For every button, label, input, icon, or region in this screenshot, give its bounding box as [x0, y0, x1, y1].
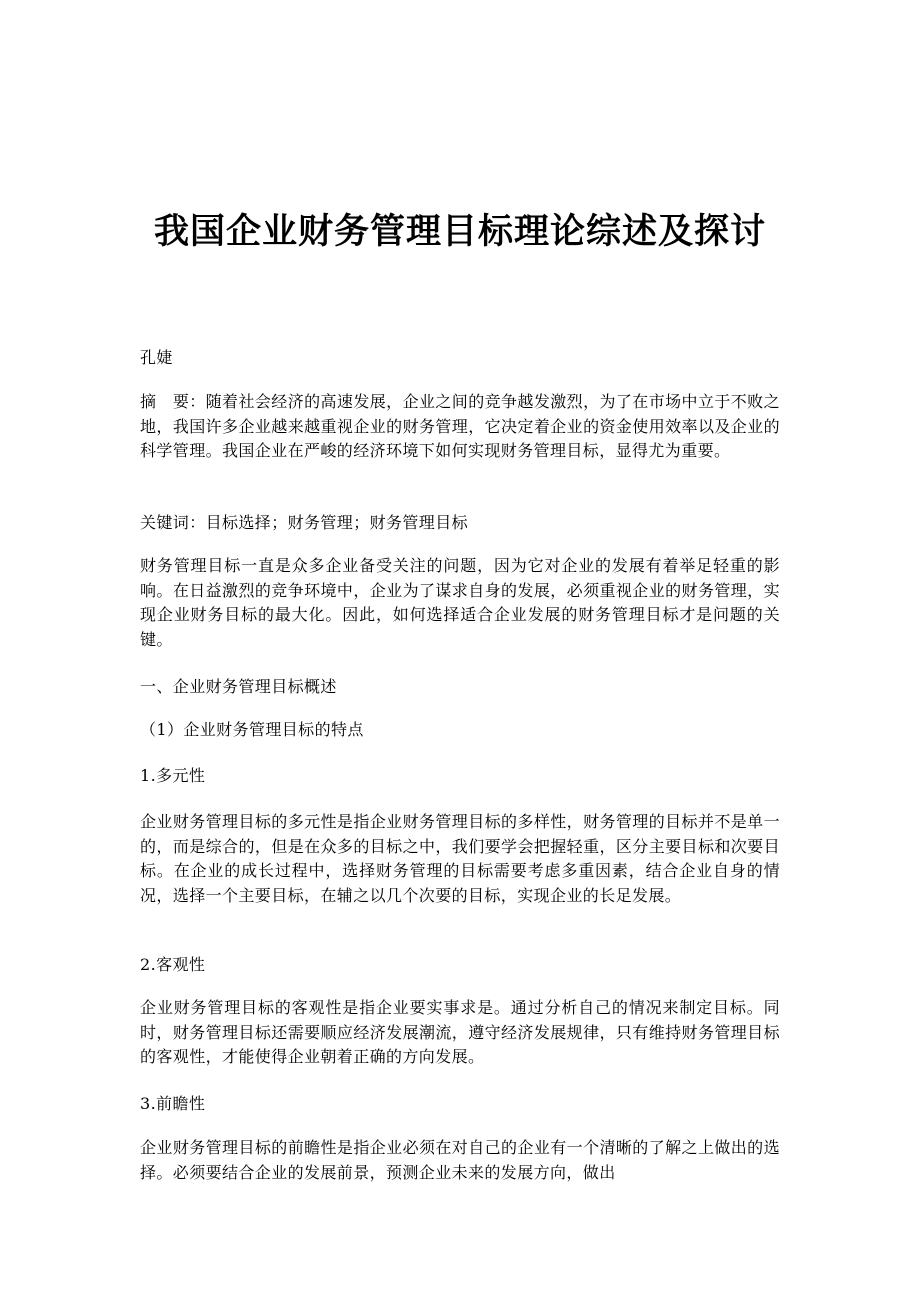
point-paragraph-3-text: 企业财务管理目标的前瞻性是指企业必须在对自己的企业有一个清晰的了解之上做出的选择。必须要结合企业的发展前景，预测企业未来的发展方向，做出 — [140, 1138, 780, 1182]
point-heading-1-text: 1.多元性 — [140, 766, 206, 785]
subsection-heading-text: （1）企业财务管理目标的特点 — [140, 720, 364, 739]
point-heading-2 — [140, 953, 780, 978]
point-paragraph-1-text: 企业财务管理目标的多元性是指企业财务管理目标的多样性，财务管理的目标并不是单一的，而是综合的，但是在众多的目标之中，我们要学会把握轻重，区分主要目标和次要目标。在企业的成长过程中，选择财务管理的目标需要考虑多重因素，结合企业自身的情况，选择一个主要目标，在辅之以几个次要的目标，实现企业的长足发展。 — [140, 812, 780, 905]
point-heading-1 — [140, 764, 780, 789]
point-heading-3 — [140, 1092, 780, 1117]
point-paragraph-2-text: 企业财务管理目标的客观性是指企业要实事求是。通过分析自己的情况来制定目标。同时，财务管理目标还需要顺应经济发展潮流，遵守经济发展规律，只有维持财务管理目标的客观性，才能使得企业朝着正确的方向发展。 — [140, 998, 780, 1066]
abstract-paragraph — [140, 390, 780, 464]
document-title: 我国企业财务管理目标理论综述及探讨 — [153, 212, 766, 253]
keywords-line — [140, 511, 780, 536]
author-text: 孔婕 — [140, 348, 173, 367]
subsection-heading — [140, 718, 780, 743]
section-heading — [140, 675, 780, 700]
point-paragraph-1 — [140, 810, 780, 908]
intro-text: 财务管理目标一直是众多企业备受关注的问题，因为它对企业的发展有着举足轻重的影响。在日益激烈的竞争环境中，企业为了谋求自身的发展，必须重视企业的财务管理，实现企业财务目标的最大化。因此，如何选择适合企业发展的财务管理目标才是问题的关键。 — [140, 556, 780, 649]
keywords-text: 关键词：目标选择；财务管理；财务管理目标 — [140, 513, 469, 532]
author-name — [140, 346, 780, 371]
intro-paragraph — [140, 554, 780, 652]
section-heading-text: 一、企业财务管理目标概述 — [140, 677, 337, 696]
point-heading-3-text: 3.前瞻性 — [140, 1094, 206, 1113]
point-paragraph-3 — [140, 1136, 780, 1185]
abstract-text: 摘 要：随着社会经济的高速发展，企业之间的竞争越发激烈，为了在市场中立于不败之地，我国许多企业越来越重视企业的财务管理，它决定着企业的资金使用效率以及企业的科学管理。我国企业在严峻的经济环境下如何实现财务管理目标，显得尤为重要。 — [140, 392, 780, 460]
point-paragraph-2 — [140, 996, 780, 1070]
point-heading-2-text: 2.客观性 — [140, 955, 206, 974]
